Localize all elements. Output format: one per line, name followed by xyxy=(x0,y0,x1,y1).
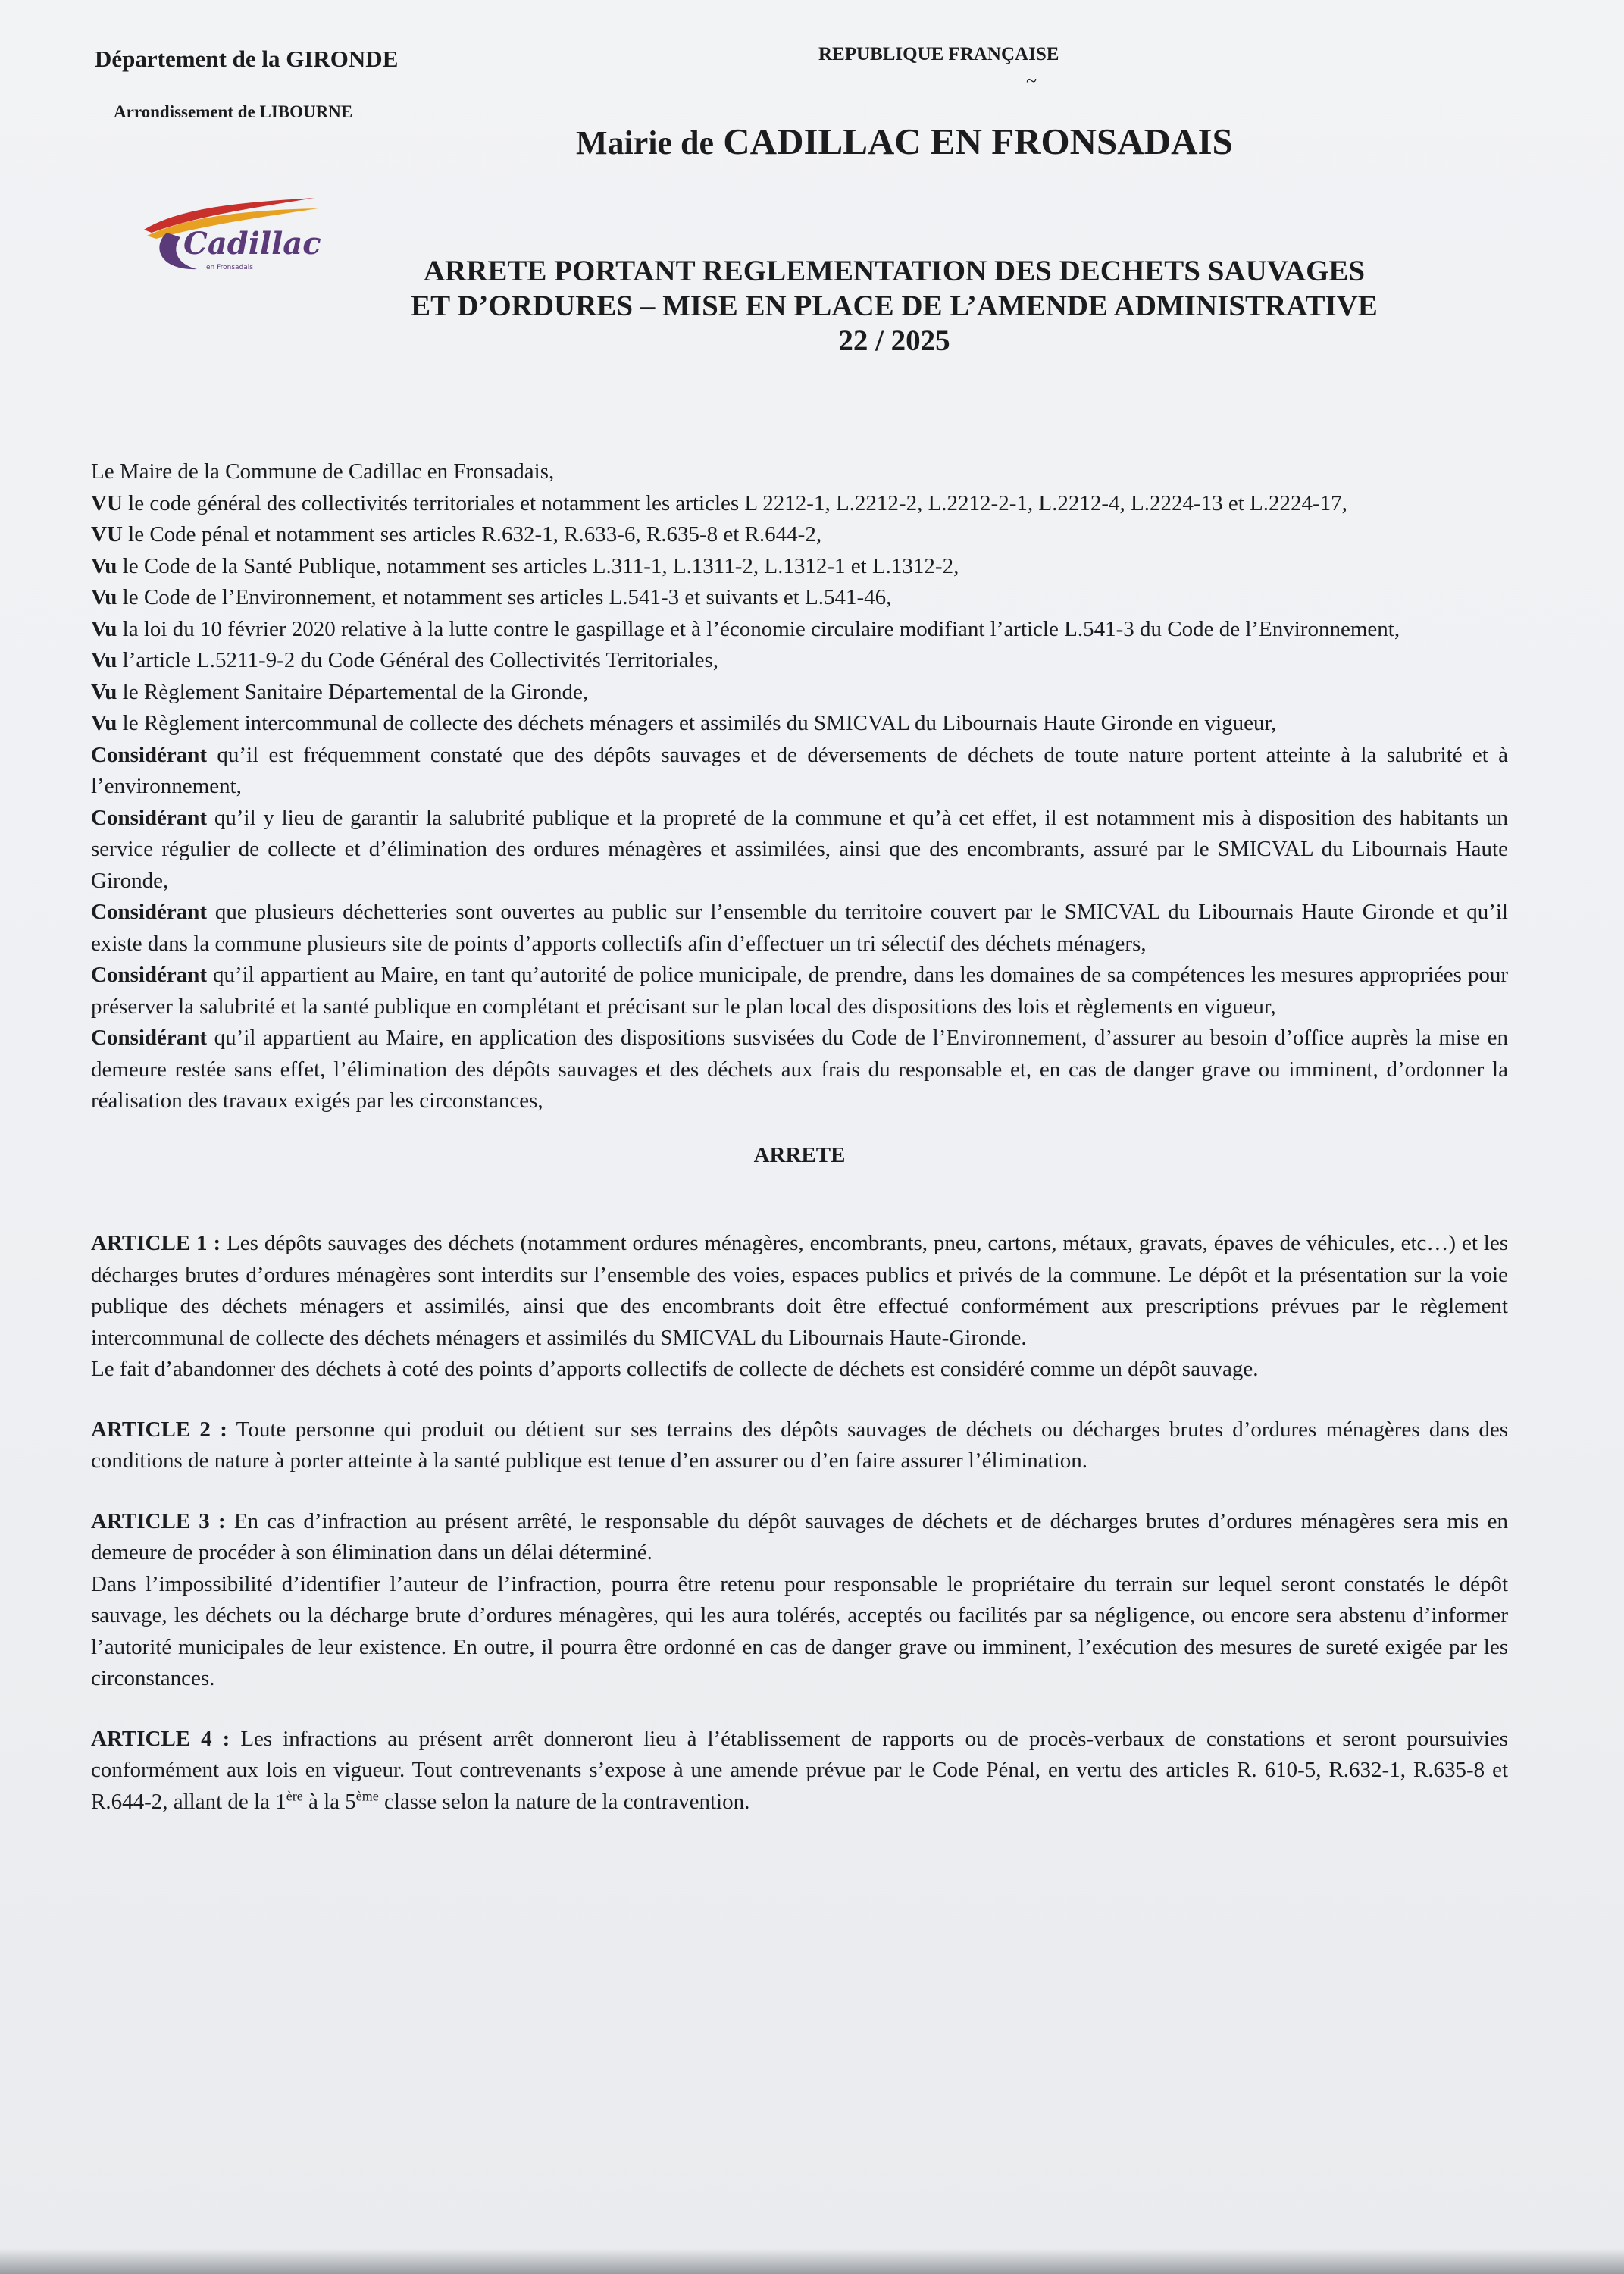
visa-lead: VU xyxy=(91,490,123,515)
article-label: ARTICLE 1 : xyxy=(91,1231,221,1255)
visa-text: le Règlement intercommunal de collecte des déchets ménagers et assimilés du SMICVAL du Libournais Haute Gironde en vigueur, xyxy=(122,711,1277,735)
logo-text: Cadillac xyxy=(183,226,321,262)
page-edge-shadow xyxy=(0,2248,1624,2274)
visa-text: l’article L.5211-9-2 du Code Général des Collectivités Territoriales, xyxy=(122,648,719,672)
article-text: à la 5 xyxy=(302,1789,356,1814)
visa-lead: Vu xyxy=(91,711,117,735)
visa-paragraph xyxy=(91,677,1508,709)
mairie-prefix: Mairie de xyxy=(576,124,715,161)
considerant-paragraph xyxy=(91,1023,1508,1117)
visa-lead: Vu xyxy=(91,553,117,578)
article-3 xyxy=(91,1506,1508,1569)
article-text: En cas d’infraction au présent arrêté, le responsable du dépôt sauvages de déchets et de décharges brutes d’ordures ménagères sera mis en demeure de procéder à son élimination dans un délai déterminé. xyxy=(91,1508,1509,1565)
article-1-extra: Le fait d’abandonner des déchets à coté des points d’apports collectifs de collecte de déchets est considéré comme un dépôt sauvage. xyxy=(91,1357,1259,1381)
considerant-lead: Considérant xyxy=(91,1026,208,1050)
logo-subtext: en Fronsadais xyxy=(206,264,253,271)
visa-text: le Code de la Santé Publique, notamment ses articles L.311-1, L.1311-2, L.1312-1 et L.1312-2, xyxy=(122,553,959,578)
mairie-name: CADILLAC EN FRONSADAIS xyxy=(723,121,1233,162)
mairie-title xyxy=(576,120,1233,163)
considerant-paragraph xyxy=(91,803,1508,897)
considerant-text: qu’il appartient au Maire, en tant qu’autorité de police municipale, de prendre, dans les domaines de sa compétences les mesures appropriées pour préserver la salubrité et la santé publique en complétant et précisant sur le plan local des dispositions des lois et règlements en vigueur, xyxy=(91,963,1508,1019)
considerant-paragraph xyxy=(91,897,1508,960)
article-1 xyxy=(91,1228,1508,1354)
visa-text: le Règlement Sanitaire Départemental de la Gironde, xyxy=(122,679,589,704)
article-text: Les infractions au présent arrêt donneront lieu à l’établissement de rapports ou de procès-verbaux de constations et seront poursuivies conformément aux lois en vigueur. Tout contrevenants s’expose à une amende prévue par le Code Pénal, en vertu des articles R. 610-5, R.632-1, R.635-8 et R.644-2, allant de la 1 xyxy=(91,1726,1509,1814)
considerant-lead: Considérant xyxy=(91,742,208,767)
visa-text: le Code pénal et notamment ses articles R.632-1, R.633-6, R.635-8 et R.644-2, xyxy=(128,522,822,547)
visa-paragraph xyxy=(91,488,1508,520)
considerant-paragraph xyxy=(91,740,1508,803)
visa-text: le Code de l’Environnement, et notamment ses articles L.541-3 et suivants et L.541-46, xyxy=(122,585,892,609)
visa-lead: Vu xyxy=(91,648,117,672)
decree-number: 22 / 2025 xyxy=(838,324,950,357)
article-text: classe selon la nature de la contravention. xyxy=(378,1789,750,1814)
considerant-text: qu’il y lieu de garantir la salubrité publique et la propreté de la commune et qu’à cet effet, il est notamment mis à disposition des habitants un service régulier de collecte et d’élimination des ordures ménagères et assimilées, ainsi que des encombrants, assuré par le SMICVAL du Libournais Haute Gironde, xyxy=(91,805,1509,893)
considerant-text: qu’il est fréquemment constaté que des dépôts sauvages et de déversements de déchets de toute nature portent atteinte à la salubrité et à l’environnement, xyxy=(91,742,1508,798)
visa-paragraph xyxy=(91,614,1508,646)
article-label: ARTICLE 3 : xyxy=(91,1508,226,1533)
visa-lead: Vu xyxy=(91,616,117,641)
visa-paragraph xyxy=(91,645,1508,677)
republic-label: REPUBLIQUE FRANÇAISE xyxy=(818,44,1059,64)
ordinal-superscript: ère xyxy=(286,1787,303,1803)
visa-paragraph xyxy=(91,582,1508,614)
visa-text: le code général des collectivités territoriales et notamment les articles L 2212-1, L.2212-2, L.2212-2-1, L.2212-4, L.2224-13 et L.2224-17, xyxy=(128,490,1347,515)
article-2 xyxy=(91,1414,1508,1477)
article-label: ARTICLE 4 : xyxy=(91,1726,230,1751)
visa-lead: Vu xyxy=(91,585,117,609)
republic-mark: ~ xyxy=(1026,70,1037,92)
considerant-text: que plusieurs déchetteries sont ouvertes au public sur l’ensemble du territoire couvert par le SMICVAL du Libournais Haute Gironde et qu’il existe dans la commune plusieurs site de points d’apports collectifs afin d’effectuer un tri sélectif des déchets ménagers, xyxy=(91,900,1508,956)
visa-paragraph xyxy=(91,551,1508,583)
title-line-1: ARRETE PORTANT REGLEMENTATION DES DECHETS SAUVAGES xyxy=(423,255,1366,287)
visa-lead: Vu xyxy=(91,679,117,704)
article-text: Toute personne qui produit ou détient sur ses terrains des dépôts sauvages de déchets ou décharges brutes d’ordures ménagères dans des conditions de nature à porter atteinte à la santé publique est tenue d’en assurer ou d’en faire assurer l’élimination. xyxy=(91,1417,1509,1473)
visa-lead: VU xyxy=(91,522,123,547)
article-3-extra: Dans l’impossibilité d’identifier l’auteur de l’infraction, pourra être retenu pour responsable le propriétaire du terrain sur lequel seront constatés le dépôt sauvage, les déchets ou la décharge brute d’ordures ménagères, qui les aura tolérés, acceptés ou facilités par sa négligence, ou encore sera abstenu d’informer l’autorité municipales de leur existence. En outre, il pourra être ordonné en cas de danger grave ou imminent, l’exécution des mesures de sureté exigée par les circonstances. xyxy=(91,1571,1508,1690)
considerant-lead: Considérant xyxy=(91,963,208,987)
article-4 xyxy=(91,1724,1508,1818)
article-label: ARTICLE 2 : xyxy=(91,1417,227,1442)
visa-text: la loi du 10 février 2020 relative à la lutte contre le gaspillage et à l’économie circulaire modifiant l’article L.541-3 du Code de l’Environnement, xyxy=(122,616,1400,641)
visa-paragraph xyxy=(91,519,1508,551)
considerant-lead: Considérant xyxy=(91,805,208,830)
title-line-2: ET D’ORDURES – MISE EN PLACE DE L’AMENDE ADMINISTRATIVE xyxy=(411,290,1378,322)
considerant-text: qu’il appartient au Maire, en application des dispositions susvisées du Code de l’Environnement, d’assurer au besoin d’office auprès la mise en demeure restée sans effet, l’élimination des dépôts sauvages et des déchets aux frais du responsable et, en cas de danger grave ou imminent, d’ordonner la réalisation des travaux exigés par les circonstances, xyxy=(91,1026,1509,1113)
considerant-paragraph xyxy=(91,960,1508,1023)
decree-heading: ARRETE xyxy=(753,1142,846,1167)
article-text: Les dépôts sauvages des déchets (notamment ordures ménagères, encombrants, pneu, cartons, métaux, gravats, épaves de véhicules, etc…) et les décharges brutes d’ordures ménagères sont interdits sur l’ensemble des voies, espaces publics et privés de la commune. Le dépôt et la présentation sur la voie publique des déchets ménagers et assimilés, ainsi que des encombrants doit être effectué conformément aux prescriptions prévues par le règlement intercommunal de collecte des déchets ménagers et assimilés du SMICVAL du Libournais Haute-Gironde. xyxy=(91,1231,1509,1350)
ordinal-superscript: ème xyxy=(355,1787,379,1803)
preamble-intro: Le Maire de la Commune de Cadillac en Fronsadais, xyxy=(91,459,555,484)
visa-paragraph xyxy=(91,708,1508,740)
department-label: Département de la GIRONDE xyxy=(95,45,399,72)
decree-title xyxy=(288,254,1500,359)
document-body xyxy=(91,456,1508,1818)
arrondissement-label: Arrondissement de LIBOURNE xyxy=(114,102,353,121)
considerant-lead: Considérant xyxy=(91,900,208,924)
